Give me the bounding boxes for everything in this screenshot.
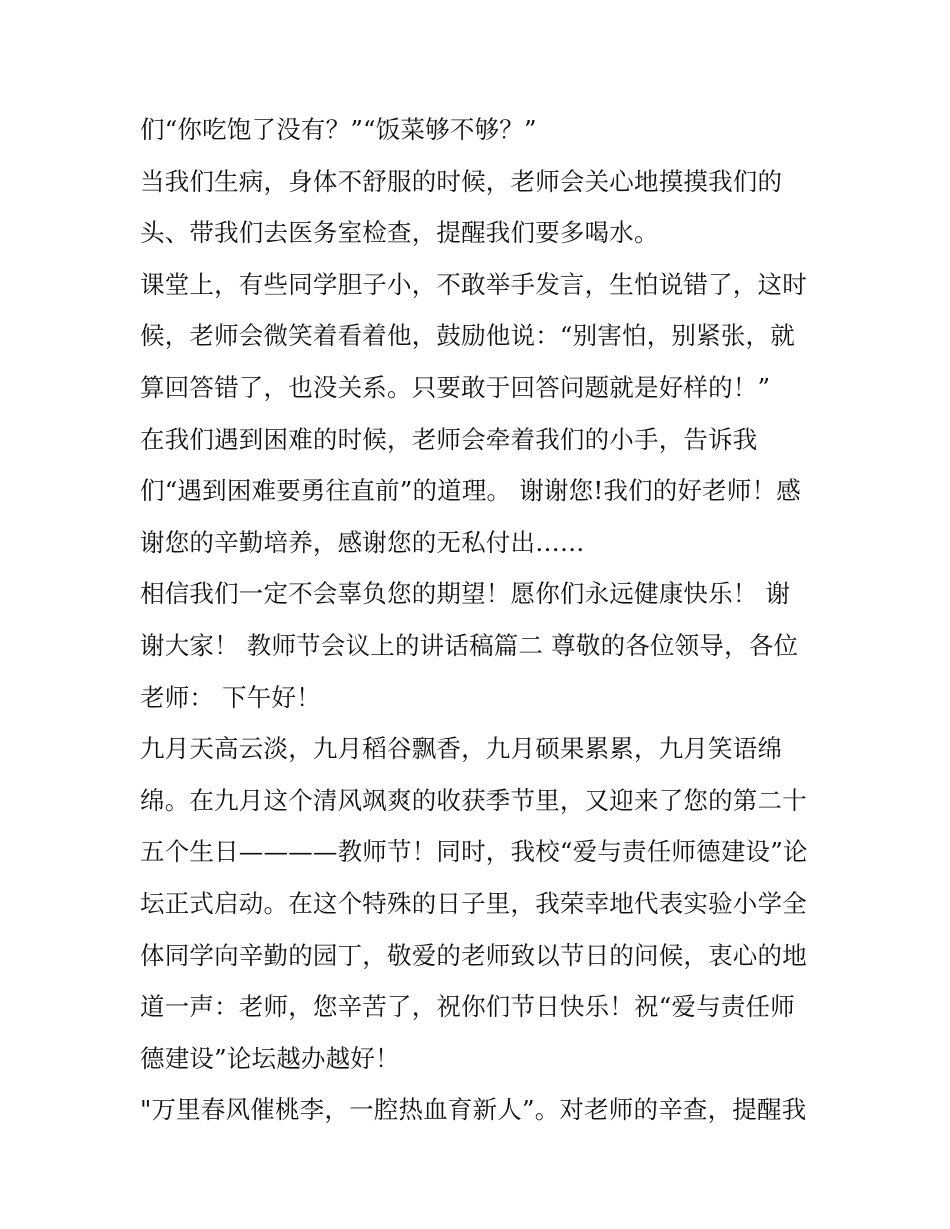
text-line: "万里春风催桃李，一腔热血育新人”。对老师的辛查，提醒我 [140, 1095, 807, 1125]
text-line: 们“你吃饱了没有？”“饭菜够不够？” [140, 115, 537, 144]
text-line: 头、带我们去医务室检查，提醒我们要多喝水。 [140, 218, 659, 248]
text-line: 坛正式启动。在这个特殊的日子里，我荣幸地代表实验小学全 [140, 888, 807, 918]
text-line: 当我们生病，身体不舒服的时候，老师会关心地摸摸我们的 [140, 166, 783, 196]
text-line: 们“遇到困难要勇往直前”的道理。 谢谢您!我们的好老师！感 [140, 476, 801, 506]
document-body [140, 104, 820, 1136]
text-line: 老师： 下午好！ [140, 682, 321, 712]
text-line: 九月天高云淡，九月稻谷飘香，九月硕果累累，九月笑语绵 [140, 734, 783, 764]
text-line: 绵。在九月这个清风飒爽的收获季节里，又迎来了您的第二十 [140, 785, 807, 815]
text-line: 德建设”论坛越办越好！ [140, 1043, 400, 1073]
text-line: 谢您的辛勤培养，感谢您的无私付出…… [140, 527, 585, 557]
text-line: 五个生日————教师节！同时，我校“爱与责任师德建设”论 [140, 837, 808, 867]
text-line: 相信我们一定不会辜负您的期望！愿你们永远健康快乐！ 谢 [140, 579, 791, 609]
text-line: 在我们遇到困难的时候，老师会牵着我们的小手，告诉我 [140, 424, 758, 454]
text-line: 谢大家！ 教师节会议上的讲话稿篇二 尊敬的各位领导，各位 [140, 630, 799, 660]
text-line: 算回答错了，也没关系。只要敢于回答问题就是好样的！” [140, 372, 771, 402]
text-line: 道一声：老师，您辛苦了，祝你们节日快乐！祝“爱与责任师 [140, 992, 795, 1022]
text-line: 体同学向辛勤的园丁，敬爱的老师致以节日的问候，衷心的地 [140, 940, 807, 970]
text-line: 课堂上，有些同学胆子小，不敢举手发言，生怕说错了，这时 [140, 269, 807, 299]
text-line: 候，老师会微笑着看着他，鼓励他说：“别害怕，别紧张，就 [140, 321, 795, 351]
